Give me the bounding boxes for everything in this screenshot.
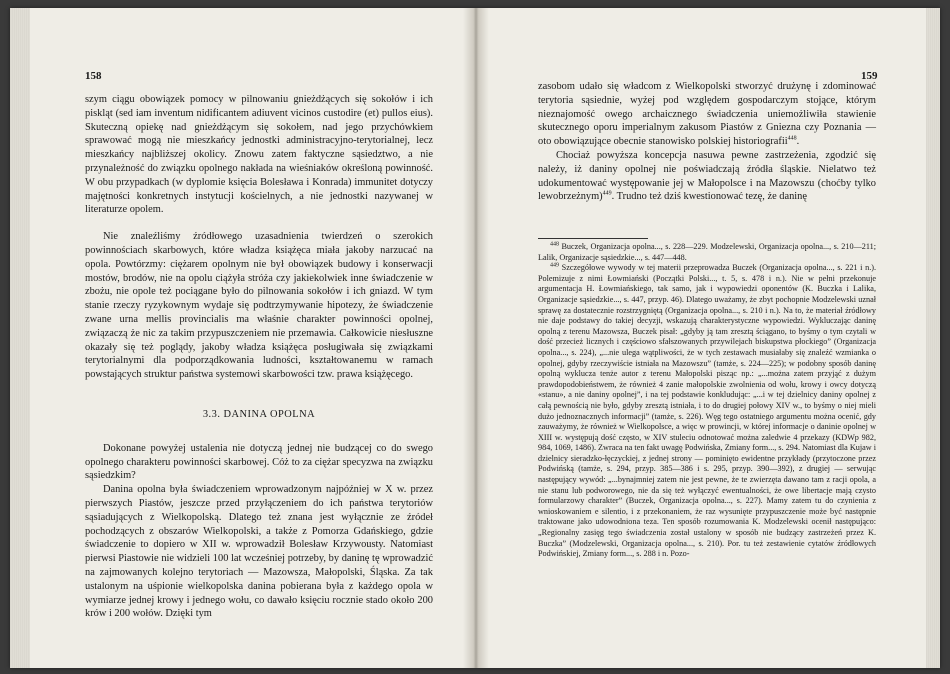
footnotes: [538, 242, 876, 560]
section-heading: 3.3. DANINA OPOLNA: [202, 408, 316, 420]
paragraph: Nie znaleźliśmy źródłowego uzasadnienia twierdzeń o szerokich powinnościach skarbowych, które władza książęca miała jakoby narzucać na opola. Powtórzmy: ciężarem opolnym nie był obowiązek budowy i konserwacji mostów, brodów, nie na opolu ciążyła stróża czy jakiekolwiek inne świadczenie w zbożu, nie opole też pociągane było do pilnowania sokołów i ich gniazd. W tym stanie rzeczy ryzykownym wydaje się podtrzymywanie hipotezy, że świadczenie zwane urna mellis provincialis ma właśnie charakter powinności opolnej, związaczą że nic za takim przypuszczeniem nie przemawia. Całkowicie niesłuszne okazały się też poglądy, jakoby władza książęca posługiwała się związkami terytorialnymi dla podporządkowania ludności, kształtowanemu w ramach powstających struktur państwa systemowi skarbowości tzw. prawa książęcego.: [85, 231, 433, 381]
paragraph: Danina opolna była świadczeniem wprowadzonym najpóźniej w X w. przez pierwszych Piastów, jeszcze przed przyłączeniem do ich państwa terytoriów sąsiadujących z Wielkopolską. Dlatego też znana jest wyłącznie ze źródeł pochodzących z obszarów Wielkopolski, a także z Pomorza Gdańskiego, gdzie świadczenie to dopiero w XII w. wprowadził Bolesław Krzywousty. Natomiast pierwsi Piastowie nie widzieli 100 lat wcześniej potrzeby, by daninę tę wprowadzić na zajmowanych kolejno terytoriach — Mazowsza, Małopolski, Śląska. Za tak ustalonym na uśpionie wielkopolska danina pobierana była z każdego opola w wymiarze jednej krowy i jednego wołu, co dawało księciu rocznie stado około 200 krów i 200 wołów. Dzięki tym: [85, 484, 433, 620]
book-gutter: [463, 8, 489, 668]
right-page-body: [538, 80, 876, 204]
footnote: $^{448}$ Buczek, Organizacja opolna..., s. 228—229. Modzelewski, Organizacja opolna..., s. 210—211; Lalik, Organizacje sąsiedzkie..., s. 447—448.: [538, 241, 876, 262]
right-page-edges: [926, 8, 940, 668]
page-number: 159: [861, 70, 878, 82]
left-page-edges: [10, 8, 30, 668]
footnote: $^{449}$ Szczegółowe wywody w tej materii przeprowadza Buczek (Organizacja opolna..., s. 221 i n.). Polemizuje z nimi Łowmiański (Początki Polski..., t. 5, s. 478 i n.). Nie w pełni przekonuje argumentacja H. Łowmiańskiego, tak samo, jak i wypowiedzi oponentów (K. Buczka i Lalika, Organizacje sąsiedzkie..., s. 447, przyp. 46). Dlatego uważamy, że zbyt pochopnie Modzelewski uznał sprawę za dostatecznie rozstrzygniętą (Organizacja opolna..., s. 210 i n.). Na to, że materiał źródłowy nie daje podstawy do takiej decyzji, wskazują charakterystyczne wypowiedzi. Wykluczając daninę opolną z terenu Mazowsza, Buczek pisał: „gdyby ją tam zresztą ściągano, to byśmy o tym czytali w dość przecież licznych i częściowo sfałszowanych przywilejach biskupstwa płockiego” (Organizacja opolna..., s. 224), „...nie ulega wątpliwości, że w tych zestawach musiałaby się znaleźć wzmianka o opolnej, gdyby rzeczywiście istniała na Mazowszu” (tamże, s. 224—225); w podobny sposób daninę opolną wyklucza tenże autor z terenu Małopolski pisząc np.: „...można zatem przyjąć z dużym prawdopodobieństwem, że również 4 zanie małopolskie zwolnienia od wołu, krowy i owcy dotyczą «stanu», a nie daniny opolnej”, i na tej podstawie konkludując: „...i w tej dzielnicy daniny opolnej z całą pewnością nie było, gdyby zresztą istniała, i to do drugiej połowy XIV w., to byśmy o niej mieli dużo jednoznacznych informacji” (tamże, s. 226). Węg tego ostatniego argumentu można ocenić, gdy zauważymy, że również w Wielkopolsce, a więc w prowincji, w której informacje o daninie opolnej w XIII w. występują dość często, w XIV stuleciu odnotować można zaledwie 4 przekazy (KDWp 982, 984, 1069, 1486). Zwraca na ten fakt uwagę Podwińska, Zmiany form..., s. 294. Natomiast dla Kujaw i dzielnicy sieradzko-łęczyckiej, z jednej strony — pominięto ewidentne przykłady (przytoczone przez Podwińską (tamże, s. 294, przyp. 385—386 i s. 295, przyp. 390—392), z drugiej — serwując następujący wywód: „...bynajmniej zatem nie jest pewne, że te zwierzęta dawano tam z racji opola, a nie stanu lub podworowego, nie da się też wyłączyć ewentualności, że owe libertacje mają czysto formularzowy charakter” (Buczek, Organizacja opolna..., s. 227). Mamy zatem tu do czynienia z wnioskowaniem e silentio, i z przekonaniem, że raz wysunięte przypuszczenie może być następnie traktowane jako udowodniona teza. Ten sposób rozumowania K. Modzelewski ocenił następująco: „Regionalny zasięg tego świadczenia został ustalony w sposób nie budzący zastrzeżeń przez K. Buczka” (Modzelewski, Organizacja opolna..., s. 210). Por. tu też zestawienie cytatów źródłowych Podwińskiej, Zmiany form..., s. 288 i n. Pozo-: [538, 262, 877, 559]
footnote-rule: [538, 238, 648, 239]
paragraph: Dokonane powyżej ustalenia nie dotyczą jednej nie budzącej co do swego opolnego charakteru powinności skarbowej. Cóż to za ciężar specyzwa na związku sąsiedzkim?: [85, 442, 433, 482]
paragraph: Chociaż powyższa koncepcja nasuwa pewne zastrzeżenia, zgodzić się należy, iż daniny opolnej nie poświadczają źródła śląskie. Nielatwo też udokumentować występowanie jej w Małopolsce i na Mazowszu (choćby tylko lewobrzeżnym)$^{449}$. Trudno też dziś kwestionować tezę, że daninę: [538, 149, 876, 203]
paragraph: zasobom udało się władcom z Wielkopolski stworzyć drużynę i zdominować terytoria sąsiednie, wyżej pod względem gospodarczym stojące, którym nieznajomość owego archaicznego świadczenia uniemożliwiła stawienie skutecznego oporu imperialnym zakusom Piastów z Gniezna czy Poznania — oto obowiązujące obecnie stanowisko polskiej historiografii$^{448}$.: [538, 81, 876, 148]
page-number: 158: [85, 70, 102, 82]
left-page-body: [85, 93, 433, 621]
footnote-ref: 449: [602, 190, 612, 197]
footnote-ref: 448: [787, 135, 797, 142]
paragraph: szym ciągu obowiązek pomocy w pilnowaniu gnieżdżących się sokołów i ich piskląt (sed iam inventum nidificantem adiuvent vicinos custodire (et) pullos eius). Skuteczną opiekę nad gnieżdżącym się sokołem, nad jego przychówkiem sprawować mogą nie mieszkańcy jednostki administracyjno-terytorialnej, lecz mieszkańcy najbliższej okolicy. Znowu zatem faktyczne sąsiedztwo, a nie przynależność do związku opolnego nakłada na wieśniaków określoną powinność. W obu przypadkach (w dyplomie księcia Bolesława i Konrada) immunitet dotyczy majętności konkretnych instytucji kościelnych, a nie jednostki nazywanej w literaturze opolem.: [85, 94, 433, 216]
